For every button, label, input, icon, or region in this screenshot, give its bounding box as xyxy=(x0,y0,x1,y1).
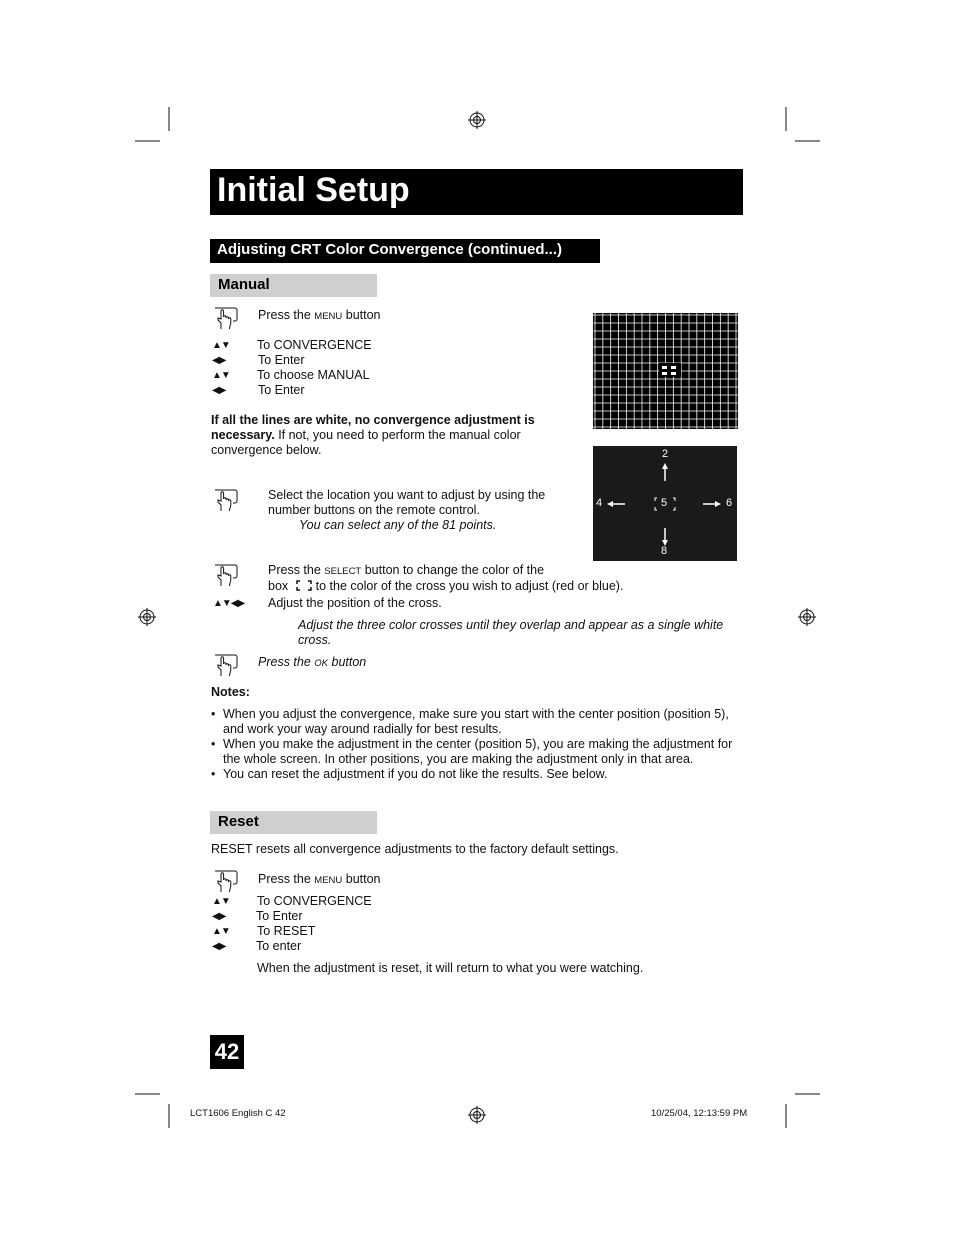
convergence-grid-image xyxy=(593,313,738,429)
registration-mark-bottom xyxy=(467,1105,487,1125)
hand-press-icon xyxy=(212,305,238,331)
reset-description: RESET resets all convergence adjustments to the factory default settings. xyxy=(211,842,619,856)
page-number-badge xyxy=(210,1035,244,1069)
nav-text: To CONVERGENCE xyxy=(257,338,372,352)
up-down-arrows-icon: ▲▼ xyxy=(212,340,230,351)
registration-mark-left xyxy=(137,607,157,627)
nav-text: To Enter xyxy=(256,909,303,923)
adjust-note: Adjust the three color crosses until they overlap and appear as a single white cross. xyxy=(298,618,724,647)
position-5-label: 5 xyxy=(661,497,668,509)
left-right-arrows-icon: ◀▶ xyxy=(212,911,226,922)
nav-text: To CONVERGENCE xyxy=(257,894,372,908)
hand-press-icon xyxy=(212,868,238,894)
cross-position-diagram xyxy=(593,446,737,561)
section-title: Adjusting CRT Color Convergence (continued...) xyxy=(217,241,562,258)
hand-press-icon xyxy=(212,562,238,588)
section-title-bar xyxy=(210,239,600,263)
note-item: • You can reset the adjustment if you do not like the results. See below. xyxy=(211,767,608,781)
nav-text: To choose MANUAL xyxy=(257,368,370,382)
note-item: • When you make the adjustment in the center (position 5), you are making the adjustment for the whole screen. In other positions, you are making the adjustment only in that area. xyxy=(211,737,733,766)
registration-mark-top xyxy=(467,110,487,130)
select-location-text: Select the location you want to adjust by using the number buttons on the remote control. You can select any of the 81 points. xyxy=(268,488,546,532)
reset-heading: Reset xyxy=(218,813,259,830)
up-down-arrows-icon: ▲▼ xyxy=(212,926,230,937)
position-6-label: 6 xyxy=(726,497,733,509)
notes-list xyxy=(211,707,732,782)
up-down-arrows-icon: ▲▼ xyxy=(212,896,230,907)
page-title: Initial Setup xyxy=(217,171,410,209)
nav-text: To Enter xyxy=(258,353,305,367)
position-2-label: 2 xyxy=(662,448,669,460)
nav-text: To RESET xyxy=(257,924,316,938)
manual-heading: Manual xyxy=(218,276,270,293)
nav-text: To enter xyxy=(256,939,302,953)
manual-step-menu: Press the MENU button xyxy=(258,308,381,322)
reset-step-menu: Press the MENU button xyxy=(258,872,381,886)
note-item: • When you adjust the convergence, make sure you start with the center position (position 5), and work your way around radially for best results. xyxy=(211,707,729,736)
position-4-label: 4 xyxy=(596,497,603,509)
position-8-label: 8 xyxy=(661,545,668,557)
notes-heading: Notes: xyxy=(211,685,250,699)
footer-right: 10/25/04, 12:13:59 PM xyxy=(651,1108,748,1119)
page-title-bar xyxy=(210,169,743,215)
four-way-arrows-icon: ▲▼◀▶ xyxy=(213,598,245,609)
white-lines-paragraph: If all the lines are white, no convergence adjustment is necessary. If not, you need to perform the manual color convergence below. xyxy=(211,413,535,457)
footer-left: LCT1606 English C 42 xyxy=(190,1108,286,1119)
left-right-arrows-icon: ◀▶ xyxy=(212,941,226,952)
reset-after-text: When the adjustment is reset, it will return to what you were watching. xyxy=(257,961,644,975)
nav-text: To Enter xyxy=(258,383,305,397)
hand-press-icon xyxy=(212,487,238,513)
adjust-position-text: Adjust the position of the cross. xyxy=(268,596,442,610)
manual-heading-bar xyxy=(210,274,377,297)
hand-press-icon xyxy=(212,652,238,678)
registration-mark-right xyxy=(797,607,817,627)
reset-heading-bar xyxy=(210,811,377,834)
left-right-arrows-icon: ◀▶ xyxy=(212,385,226,396)
select-button-text: Press the SELECT button to change the color of the box to the color of the cross you wish to adjust (red or blue). xyxy=(268,563,624,593)
up-down-arrows-icon: ▲▼ xyxy=(212,370,230,381)
box-bracket-icon xyxy=(296,580,312,591)
ok-step-text: Press the OK button xyxy=(258,655,367,669)
left-right-arrows-icon: ◀▶ xyxy=(212,355,226,366)
page-number: 42 xyxy=(214,1039,240,1064)
